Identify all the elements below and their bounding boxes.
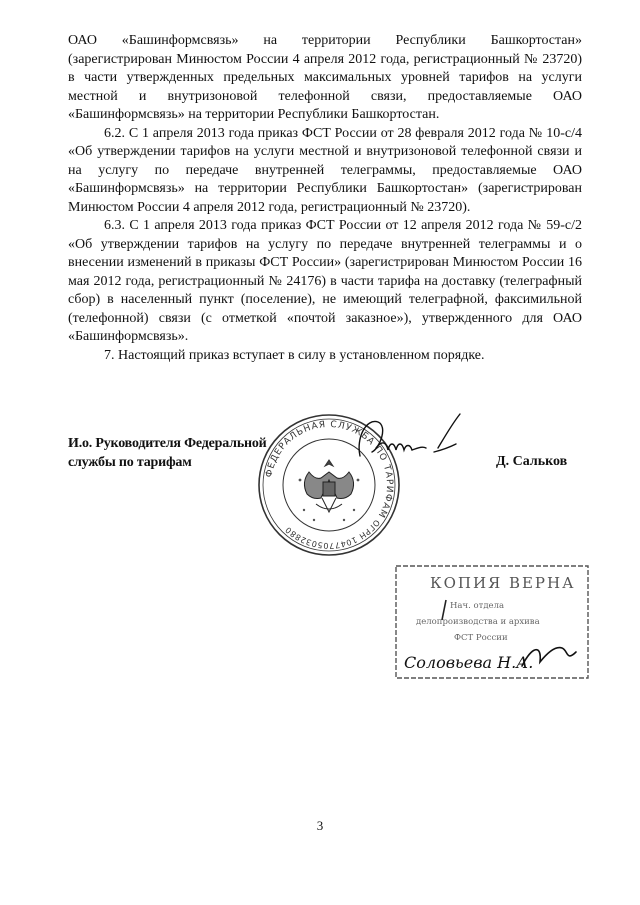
page-number: 3: [316, 818, 324, 833]
paragraph-continuation: ОАО «Башинформсвязь» на территории Республики Башкортостан» (зарегистрирован Минюстом России 4 апреля 2012 года, регистрационный № 23720) в части утвержденных предельных максимальных уровней тарифов на услуги местной и внутризоновой телефонной связи, предоставляемые ОАО «Башинформсвязь» на территории Республики Башкортостан.: [68, 33, 582, 122]
stamp-handwriting: Соловьева Н.А.: [404, 653, 534, 672]
stamp-line-2: Нач. отдела: [450, 601, 505, 611]
stamp-line-1: КОПИЯ ВЕРНА: [430, 574, 576, 592]
handwritten-signature-icon: [352, 408, 472, 468]
paragraph-6-2: 6.2. С 1 апреля 2013 года приказ ФСТ России от 28 февраля 2012 года № 10-с/4 «Об утверждении тарифов на услуги местной и внутризоновой телефонной связи и на услугу по передаче внутренней телеграммы, предоставляемые ОАО «Башинформсвязь» на территории Республики Башкортостан» (зарегистрирован Минюстом России 4 апреля 2012 года, регистрационный № 23720).: [68, 125, 582, 215]
signatory-title-line-2: службы по тарифам: [68, 454, 192, 470]
paragraph-7: 7. Настоящий приказ вступает в силу в установленном порядке.: [104, 347, 485, 363]
stamp-line-3: делопроизводства и архива: [416, 617, 540, 627]
copy-certification-stamp-icon: [392, 562, 592, 692]
signatory-name: Д. Сальков: [496, 454, 568, 469]
signatory-title-line-1: И.о. Руководителя Федеральной: [68, 436, 267, 451]
paragraph-6-3: 6.3. С 1 апреля 2013 года приказ ФСТ России от 12 апреля 2012 года № 59-с/2 «Об утверждении тарифов на услугу по передаче внутренней телеграммы и о внесении изменений в приказы ФСТ России» (зарегистрирован Минюстом России 16 мая 2012 года, регистрационный № 24176) в части тарифа на доставку (телеграфный сбор) в населенный пункт (поселение), не имеющий телеграфной, факсимильной (телефонной) связи (с отметкой «почтой заказное»), утвержденного для ОАО «Башинформсвязь».: [68, 218, 582, 344]
document-body: [68, 32, 582, 365]
signatory-title: [68, 435, 267, 472]
seal-circular-text: ФЕДЕРАЛЬНАЯ СЛУЖБА ПО ТАРИФАМ: [264, 419, 395, 520]
seal-ogrn-text: ОГРН 1047705032880: [283, 517, 382, 551]
stamp-line-4: ФСТ России: [454, 633, 508, 643]
svg-text:ОГРН 1047705032880: [283, 518, 381, 550]
